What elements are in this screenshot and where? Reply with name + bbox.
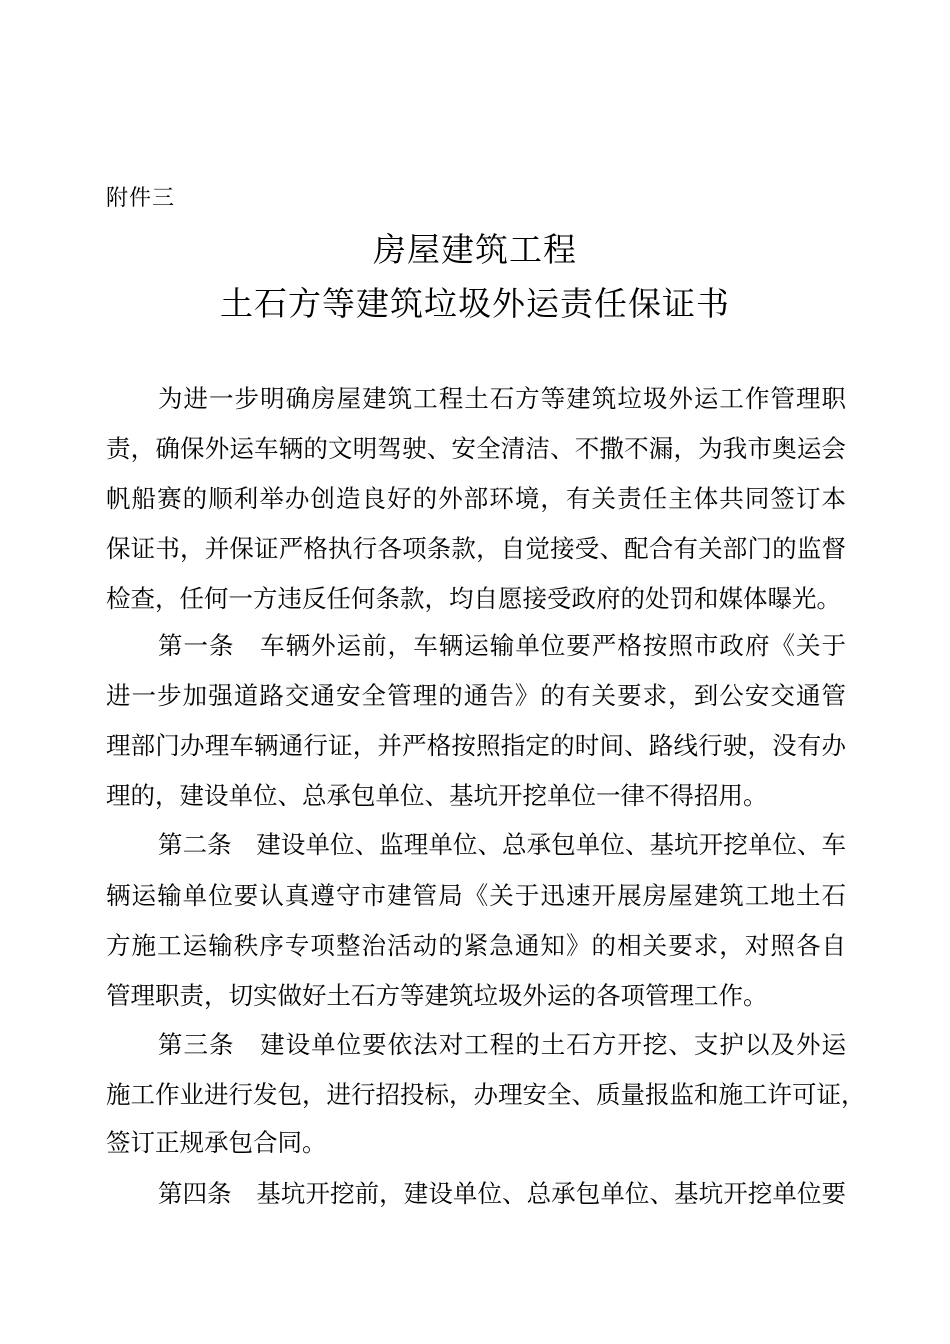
article-1-line: 第一条 车辆外运前，车辆运输单位要严格按照市政府《关于 xyxy=(158,631,846,660)
article-2-line: 第二条 建设单位、监理单位、总承包单位、基坑开挖单位、车 xyxy=(158,830,846,859)
article-3-line: 第三条 建设单位要依法对工程的土石方开挖、支护以及外运 xyxy=(158,1030,846,1059)
article-2-line: 辆运输单位要认真遵守市建管局《关于迅速开展房屋建筑工地土石 xyxy=(106,881,846,910)
document-title-line-2: 土石方等建筑垃圾外运责任保证书 xyxy=(220,284,730,323)
article-1-line: 进一步加强道路交通安全管理的通告》的有关要求，到公安交通管 xyxy=(106,681,846,710)
paragraph-preamble-line: 为进一步明确房屋建筑工程土石方等建筑垃圾外运工作管理职 xyxy=(158,384,846,413)
article-4-line: 第四条 基坑开挖前，建设单位、总承包单位、基坑开挖单位要 xyxy=(158,1179,846,1208)
article-3-line: 签订正规承包合同。 xyxy=(106,1128,327,1157)
article-2-line: 管理职责，切实做好土石方等建筑垃圾外运的各项管理工作。 xyxy=(106,981,768,1010)
article-3-line: 施工作业进行发包，进行招投标，办理安全、质量报监和施工许可证， xyxy=(106,1080,866,1109)
attachment-label: 附件三 xyxy=(106,186,176,211)
paragraph-preamble-line: 保证书，并保证严格执行各项条款，自觉接受、配合有关部门的监督 xyxy=(106,534,846,563)
paragraph-preamble-line: 检查，任何一方违反任何条款，均自愿接受政府的处罚和媒体曝光。 xyxy=(106,584,841,613)
article-1-line: 理的，建设单位、总承包单位、基坑开挖单位一律不得招用。 xyxy=(106,781,768,810)
article-2-line: 方施工运输秩序专项整治活动的紧急通知》的相关要求，对照各自 xyxy=(106,931,846,960)
paragraph-preamble-line: 责，确保外运车辆的文明驾驶、安全清洁、不撒不漏，为我市奥运会 xyxy=(106,434,846,463)
paragraph-preamble-line: 帆船赛的顺利举办创造良好的外部环境，有关责任主体共同签订本 xyxy=(106,484,846,513)
document-title-line-1: 房屋建筑工程 xyxy=(373,230,577,269)
article-1-line: 理部门办理车辆通行证，并严格按照指定的时间、路线行驶，没有办 xyxy=(106,731,846,760)
